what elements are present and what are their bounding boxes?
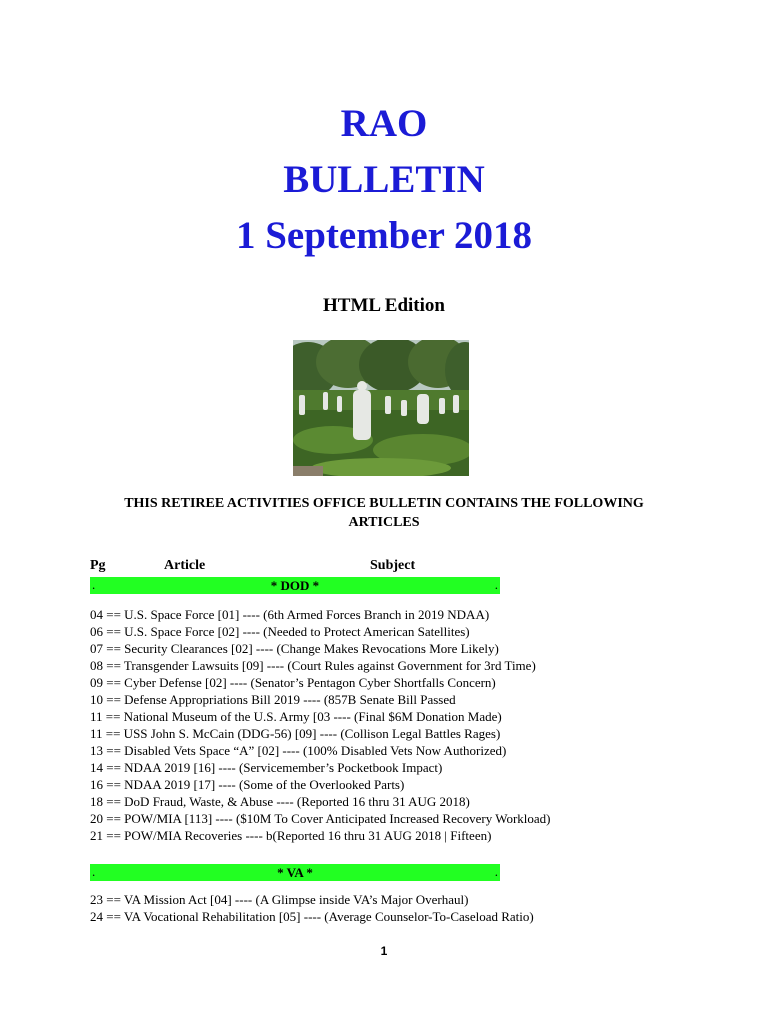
section-marker-left: .	[92, 864, 96, 879]
section-marker-right: .	[494, 864, 498, 879]
toc-item[interactable]: 10 == Defense Appropriations Bill 2019 ---- (857B Senate Bill Passed	[90, 692, 456, 707]
toc-item[interactable]: 08 == Transgender Lawsuits [09] ---- (Court Rules against Government for 3rd Time)	[90, 658, 536, 673]
column-header-article: Article	[164, 558, 206, 573]
section-bar-dod	[90, 577, 500, 594]
toc-item[interactable]: 23 == VA Mission Act [04] ---- (A Glimpse inside VA’s Major Overhaul)	[90, 892, 469, 907]
title-line-date: 1 September 2018	[235, 214, 533, 257]
page-number: 1	[380, 944, 388, 958]
toc-item[interactable]: 18 == DoD Fraud, Waste, & Abuse ---- (Reported 16 thru 31 AUG 2018)	[90, 794, 470, 809]
toc-item[interactable]: 11 == USS John S. McCain (DDG-56) [09] ---- (Collison Legal Battles Rages)	[90, 726, 501, 741]
section-marker-left: .	[92, 577, 96, 592]
toc-item[interactable]: 21 == POW/MIA Recoveries ---- b(Reported 16 thru 31 AUG 2018 | Fifteen)	[90, 828, 492, 843]
toc-item[interactable]: 04 == U.S. Space Force [01] ---- (6th Armed Forces Branch in 2019 NDAA)	[90, 607, 490, 622]
section-marker-right: .	[494, 577, 498, 592]
edition-label: HTML Edition	[323, 295, 445, 316]
articles-intro: THIS RETIREE ACTIVITIES OFFICE BULLETIN CONTAINS THE FOLLOWING ARTICLES	[124, 496, 644, 530]
column-header-subject: Subject	[370, 558, 416, 573]
section-bar-va	[90, 864, 500, 881]
toc-item[interactable]: 09 == Cyber Defense [02] ---- (Senator’s Pentagon Cyber Shortfalls Concern)	[90, 675, 496, 690]
title-line-bulletin: BULLETIN	[283, 158, 485, 201]
toc-item[interactable]: 07 == Security Clearances [02] ---- (Change Makes Revocations More Likely)	[90, 641, 499, 656]
toc-list-va	[90, 891, 650, 925]
toc-item[interactable]: 20 == POW/MIA [113] ---- ($10M To Cover Anticipated Increased Recovery Workload)	[90, 811, 551, 826]
toc-item[interactable]: 14 == NDAA 2019 [16] ---- (Servicemember’s Pocketbook Impact)	[90, 760, 443, 775]
toc-item[interactable]: 24 == VA Vocational Rehabilitation [05] ---- (Average Counselor-To-Caseload Ratio)	[90, 909, 534, 924]
toc-item[interactable]: 16 == NDAA 2019 [17] ---- (Some of the Overlooked Parts)	[90, 777, 405, 792]
bulletin-title	[0, 96, 768, 264]
memorial-photo	[293, 340, 469, 476]
section-label-dod: * DOD *	[270, 578, 320, 593]
toc-item[interactable]: 06 == U.S. Space Force [02] ---- (Needed to Protect American Satellites)	[90, 624, 470, 639]
toc-item[interactable]: 13 == Disabled Vets Space “A” [02] ---- (100% Disabled Vets Now Authorized)	[90, 743, 507, 758]
toc-list-dod	[90, 606, 650, 844]
column-header-pg: Pg	[90, 558, 106, 573]
section-label-va: * VA *	[277, 865, 313, 880]
memorial-photo-image	[293, 340, 469, 476]
toc-item[interactable]: 11 == National Museum of the U.S. Army [03 ---- (Final $6M Donation Made)	[90, 709, 502, 724]
title-line-rao: RAO	[340, 102, 428, 145]
